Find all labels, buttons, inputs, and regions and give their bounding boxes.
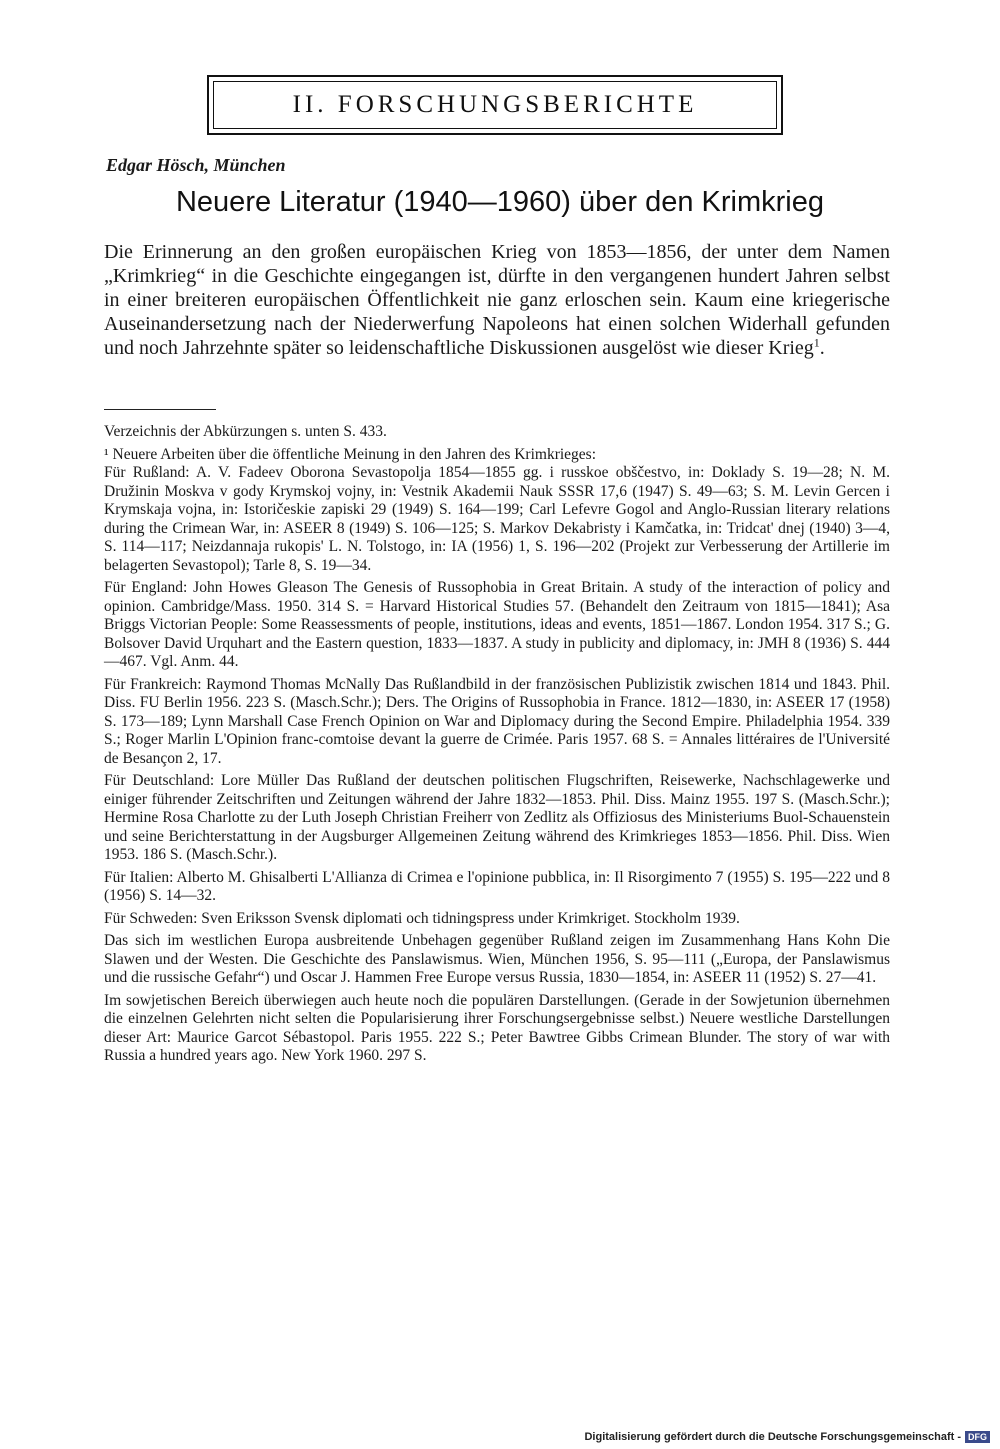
author-line: Edgar Hösch, München [106, 155, 286, 175]
digitization-footer [584, 1431, 990, 1443]
section-header-box [207, 75, 783, 135]
footnote-western-europe: Das sich im westlichen Europa ausbreitende Unbehagen gegenüber Rußland zeigen im Zusammenhang Hans Kohn Die Slawen und der Westen. Die Geschichte des Panslawismus. Wien, München 1956, S. 95—111 („Europa, der Panslawismus und die russische Gefahr“) und Oscar J. Hammen Free Europe versus Russia, 1830—1854, in: ASEER 11 (1952) S. 27—41. [104, 932, 890, 986]
footer-text: Digitalisierung gefördert durch die Deutsche Forschungsgemeinschaft - [584, 1431, 961, 1443]
footnote-reference: 1 [813, 335, 820, 350]
intro-end: . [819, 337, 825, 359]
footnote-sweden: Für Schweden: Sven Eriksson Svensk diplomati och tidningspress under Krimkriget. Stockholm 1939. [104, 909, 740, 927]
footnote-france: Für Frankreich: Raymond Thomas McNally Das Rußlandbild in der französischen Publizistik zwischen 1814 und 1843. Phil. Diss. FU Berlin 1956. 223 S. (Masch.Schr.); Ders. The Origins of Russophobia in France. 1812—1830, in: ASEER 17 (1958) S. 173—189; Lynn Marshall Case French Opinion on War and Diplomacy during the Second Empire. Philadelphia 1954. 339 S.; Roger Marlin L'Opinion franc-comtoise devant la guerre de Crimée. Paris 1957. 68 S. = Annales littéraires de l'Université de Besançon 2, 17. [104, 675, 890, 767]
intro-paragraph [104, 240, 890, 360]
footnote-germany: Für Deutschland: Lore Müller Das Rußland der deutschen politischen Flugschriften, Reisewerke, Nachschlagewerke und einiger führender Zeitschriften und Zeitungen während der Jahre 1832—1853. Phil. Diss. Mainz 1955. 197 S. (Masch.Schr.); Hermine Rosa Charlotte zu der Luth Joseph Christian Freiherr von Zedlitz als Offiziosus des Ministeriums Buol-Schauenstein und seine Berichterstattung in der Augsburger Allgemeinen Zeitung während des Krimkrieges 1853—1856. Phil. Diss. Wien 1953. 186 S. (Masch.Schr.). [104, 772, 890, 863]
footnote-soviet: Im sowjetischen Bereich überwiegen auch heute noch die populären Darstellungen. (Gerade in der Sowjetunion übernehmen die einzelnen Gelehrten nicht selten die Popularisierung ihrer Forschungsergebnisse selbst.) Neuere westliche Darstellungen dieser Art: Maurice Garcot Sébastopol. Paris 1955. 222 S.; Peter Bawtree Gibbs Crimean Blunder. The story of war with Russia a hundred years ago. New York 1960. 297 S. [104, 991, 890, 1064]
footnote-italy: Für Italien: Alberto M. Ghisalberti L'Allianza di Crimea e l'opinione pubblica, in: Il Risorgimento 7 (1955) S. 195—222 und 8 (1956) S. 14—32. [104, 868, 890, 904]
dfg-logo: DFG [965, 1431, 990, 1443]
footnotes [104, 423, 890, 1070]
footnote-1-intro: ¹ Neuere Arbeiten über die öffentliche Meinung in den Jahren des Krimkrieges: [104, 445, 597, 463]
intro-text: Die Erinnerung an den großen europäischen Krieg von 1853—1856, der unter dem Namen „Krimkrieg“ in die Geschichte eingegangen ist, dürfte in den vergangenen hundert Jahren selbst in einer breiteren europäischen Öffentlichkeit nie ganz erloschen sein. Kaum eine kriegerische Auseinandersetzung nach der Niederwerfung Napoleons hat einen solchen Widerhall gefunden und noch Jahrzehnte später so leidenschaftliche Diskussionen ausgelöst wie dieser Krieg [104, 241, 890, 359]
abbreviations-note: Verzeichnis der Abkürzungen s. unten S. 433. [104, 423, 387, 440]
footnote-russia: Für Rußland: A. V. Fadeev Oborona Sevastopolja 1854—1855 gg. i russkoe obščestvo, in: Doklady S. 19—28; N. M. Družinin Moskva v gody Krymskoj vojny, in: Vestnik Akademii Nauk SSSR 17,6 (1947) S. 49—63; S. M. Levin Gercen i Krymskaja vojna, in: Istoričeskie zapiski 29 (1949) S. 164—199; Carl Lefevre Gogol and Anglo-Russian literary relations during the Crimean War, in: ASEER 8 (1949) S. 106—125; S. Markov Dekabristy i Kamčatka, in: Tridcat' dnej (1940) 3—4, S. 114—117; Neizdannaja rukopis' L. N. Tolstogo, in: IA (1956) 1, S. 196—202 (Projekt zur Verbesserung der Artillerie im belagerten Sevastopol); Tarle 8, S. 19—34. [104, 464, 890, 574]
article-title: Neuere Literatur (1940—1960) über den Krimkrieg [175, 186, 824, 218]
footnote-divider [104, 409, 216, 410]
footnote-england: Für England: John Howes Gleason The Genesis of Russophobia in Great Britain. A study of the interaction of policy and opinion. Cambridge/Mass. 1950. 314 S. = Harvard Historical Studies 57. (Behandelt den Zeitraum von 1815—1841); Asa Briggs Victorian People: Some Reassessments of people, institutions, ideas and events, 1851—1867. London 1954. 317 S.; G. Bolsover David Urquhart and the Eastern question, 1833—1837. A study in publicity and diplomacy, in: JMH 8 (1936) S. 444—467. Vgl. Anm. 44. [104, 579, 890, 670]
section-title: II. FORSCHUNGSBERICHTE [292, 91, 698, 118]
